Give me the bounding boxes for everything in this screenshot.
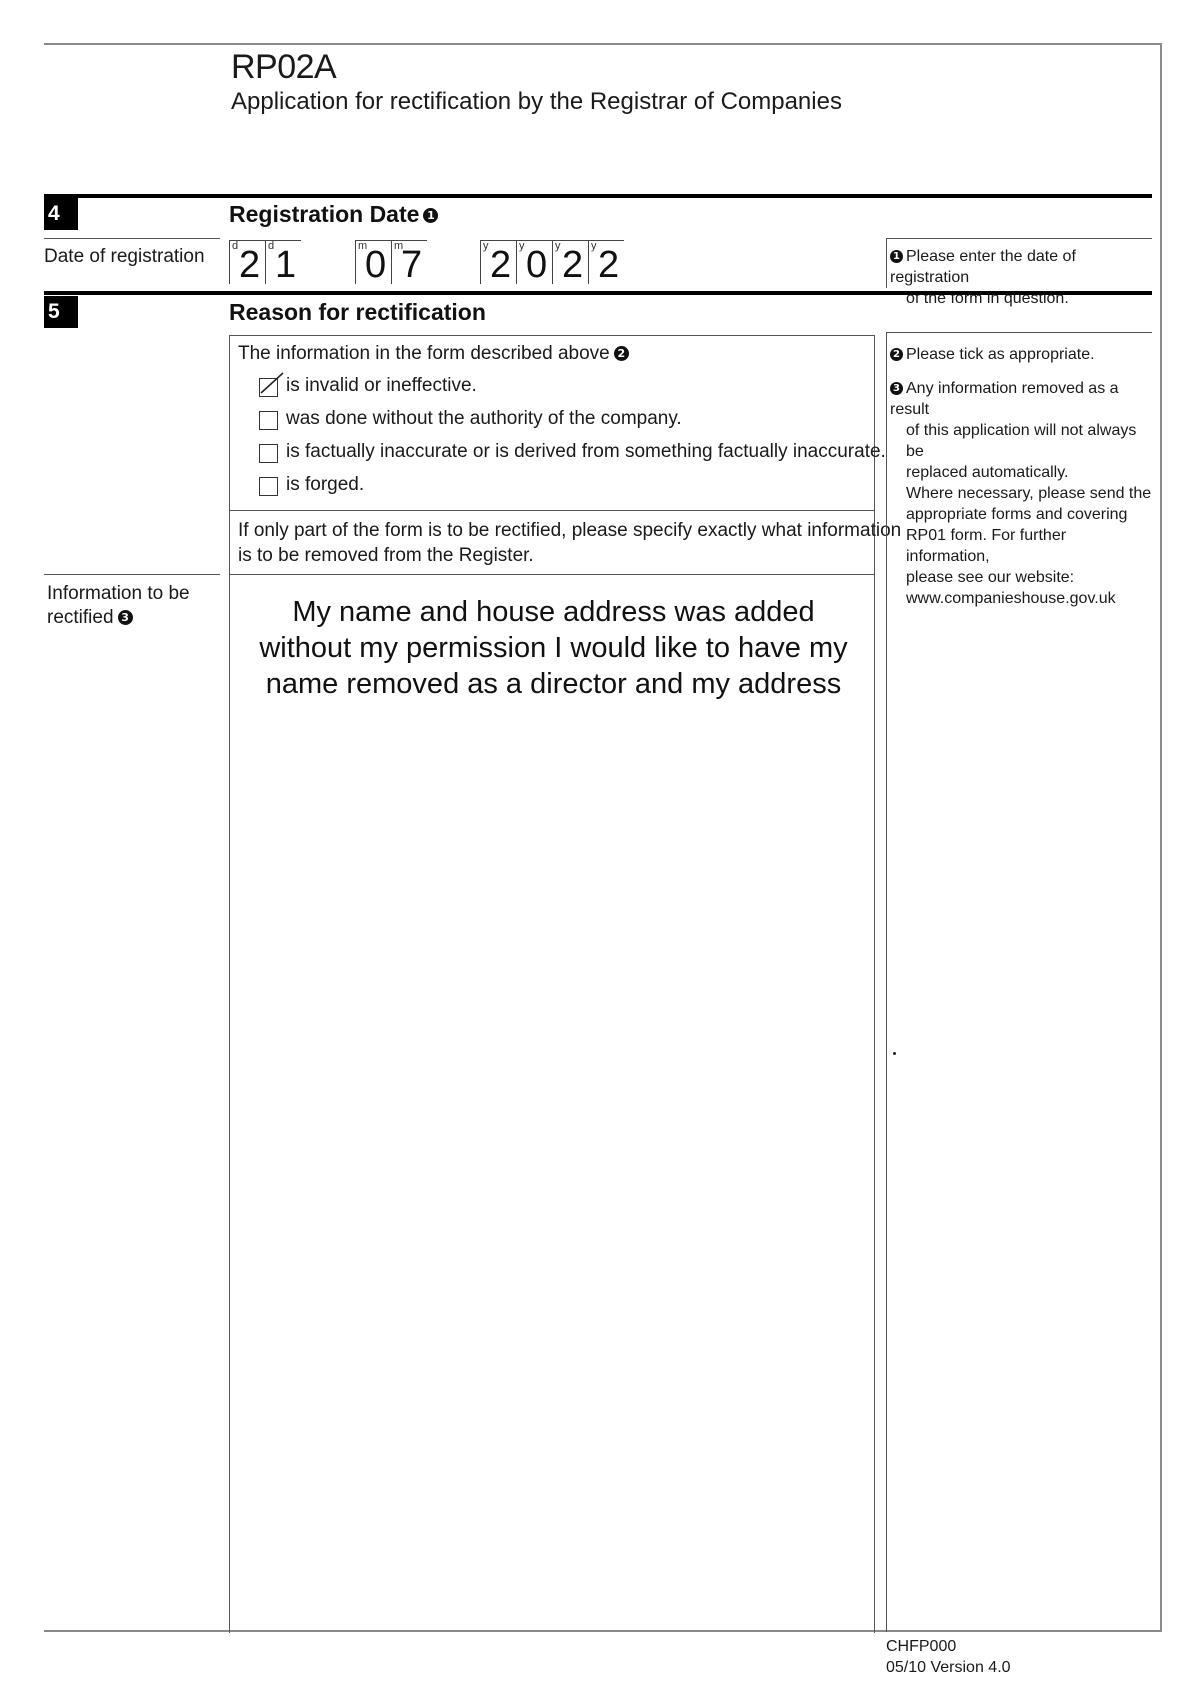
info-label-rule xyxy=(44,574,220,575)
note-3-line-7: please see our website: xyxy=(906,569,1075,586)
section-5-number: 5 xyxy=(44,296,78,328)
forged-option-label: is forged. xyxy=(286,474,365,495)
note-3-line-5: appropriate forms and covering xyxy=(906,506,1128,523)
date-month-1-box[interactable] xyxy=(355,240,391,284)
stray-dot xyxy=(893,1052,896,1055)
date-year-4-box[interactable] xyxy=(588,240,624,284)
date-year-1: 2 xyxy=(490,244,512,286)
date-year-3: 2 xyxy=(562,244,584,286)
form-code: RP02A xyxy=(231,48,337,86)
partial-instruction-line-1: If only part of the form is to be rectified, please specify exactly what information xyxy=(238,520,902,541)
section-4-number: 4 xyxy=(44,198,78,230)
inaccurate-checkbox[interactable] xyxy=(259,444,278,463)
day-tag: d xyxy=(268,240,275,252)
partial-instruction xyxy=(238,518,901,568)
date-year-2-box[interactable] xyxy=(516,240,552,284)
notes-left-rule xyxy=(886,332,887,1632)
companies-house-link[interactable]: www.companieshouse.gov.uk xyxy=(906,590,1116,607)
label-rule xyxy=(44,238,220,239)
year-tag: y xyxy=(555,240,561,252)
form-left-rule xyxy=(229,335,230,1633)
date-year-1-box[interactable] xyxy=(480,240,516,284)
date-day-1: 2 xyxy=(239,244,261,286)
reason-intro xyxy=(238,343,629,365)
note-2-text: Please tick as appropriate. xyxy=(906,346,1095,363)
date-month-1: 0 xyxy=(365,244,387,286)
partial-rule xyxy=(229,510,875,511)
date-month-2-box[interactable] xyxy=(391,240,427,284)
note-1-icon: 1 xyxy=(423,208,438,223)
info-text-line-3: name removed as a director and my address xyxy=(265,668,842,700)
info-text-line-1: My name and house address was added xyxy=(292,596,815,628)
date-day-2: 1 xyxy=(275,244,297,286)
section-4-rule xyxy=(44,194,1152,198)
notes-rule xyxy=(886,332,1152,333)
reason-box-top-rule xyxy=(229,335,875,336)
tick-mark-icon xyxy=(259,369,285,395)
date-day-2-box[interactable] xyxy=(265,240,301,284)
note-3-icon: 3 xyxy=(118,610,133,625)
note-1-line-2: of the form in question. xyxy=(906,290,1069,307)
section-4-title xyxy=(229,201,438,228)
month-tag: m xyxy=(358,240,368,252)
info-text-line-2: without my permission I would like to have my xyxy=(259,632,848,664)
date-year-2: 0 xyxy=(526,244,548,286)
note-3-marker-icon: 3 xyxy=(890,382,903,395)
note-1-rule xyxy=(886,238,1152,239)
information-to-be-rectified-label xyxy=(47,582,190,630)
date-day-1-box[interactable] xyxy=(229,240,265,284)
note-1 xyxy=(890,246,1152,309)
note-1-left-rule xyxy=(886,238,887,288)
info-box-top-rule xyxy=(229,574,875,575)
year-tag: y xyxy=(483,240,489,252)
no-authority-checkbox[interactable] xyxy=(259,411,278,430)
info-label-line-2: rectified xyxy=(47,607,114,628)
note-2-icon: 2 xyxy=(614,346,629,361)
partial-instruction-line-2: is to be removed from the Register. xyxy=(238,545,534,566)
note-3-line-1: Any information removed as a result xyxy=(890,380,1119,418)
note-1-marker-icon: 1 xyxy=(890,250,903,263)
forged-checkbox[interactable] xyxy=(259,477,278,496)
form-title: Application for rectification by the Registrar of Companies xyxy=(231,88,842,115)
note-3-line-4: Where necessary, please send the xyxy=(906,485,1152,502)
date-year-4: 2 xyxy=(598,244,620,286)
footer-code: CHFP000 xyxy=(886,1638,957,1655)
date-month-2: 7 xyxy=(401,244,423,286)
note-2 xyxy=(890,344,1152,365)
information-text-area[interactable] xyxy=(231,594,876,702)
page-top-border xyxy=(44,43,1162,45)
note-1-line-1: Please enter the date of registration xyxy=(890,248,1076,286)
info-label-line-1: Information to be xyxy=(47,583,190,604)
invalid-option-label: is invalid or ineffective. xyxy=(286,375,477,396)
note-3-line-3: replaced automatically. xyxy=(906,464,1069,481)
note-3-line-2: of this application will not always be xyxy=(906,422,1137,460)
section-4-title-text: Registration Date xyxy=(229,201,420,227)
footer-version: 05/10 Version 4.0 xyxy=(886,1659,1011,1676)
page-right-border xyxy=(1160,43,1162,1632)
no-authority-option-label: was done without the authority of the company. xyxy=(286,408,682,429)
reason-intro-text: The information in the form described above xyxy=(238,343,610,364)
page-bottom-border xyxy=(44,1630,1162,1632)
year-tag: y xyxy=(591,240,597,252)
section-5-rule xyxy=(44,291,1152,295)
date-of-registration-label: Date of registration xyxy=(44,246,205,267)
inaccurate-option-label: is factually inaccurate or is derived from something factually inaccurate. xyxy=(286,441,886,462)
note-3 xyxy=(890,378,1152,609)
year-tag: y xyxy=(519,240,525,252)
date-year-3-box[interactable] xyxy=(552,240,588,284)
month-tag: m xyxy=(394,240,404,252)
note-3-line-6: RP01 form. For further information, xyxy=(906,527,1067,565)
day-tag: d xyxy=(232,240,239,252)
invalid-checkbox[interactable] xyxy=(259,378,278,397)
section-5-title: Reason for rectification xyxy=(229,299,486,325)
note-2-marker-icon: 2 xyxy=(890,348,903,361)
